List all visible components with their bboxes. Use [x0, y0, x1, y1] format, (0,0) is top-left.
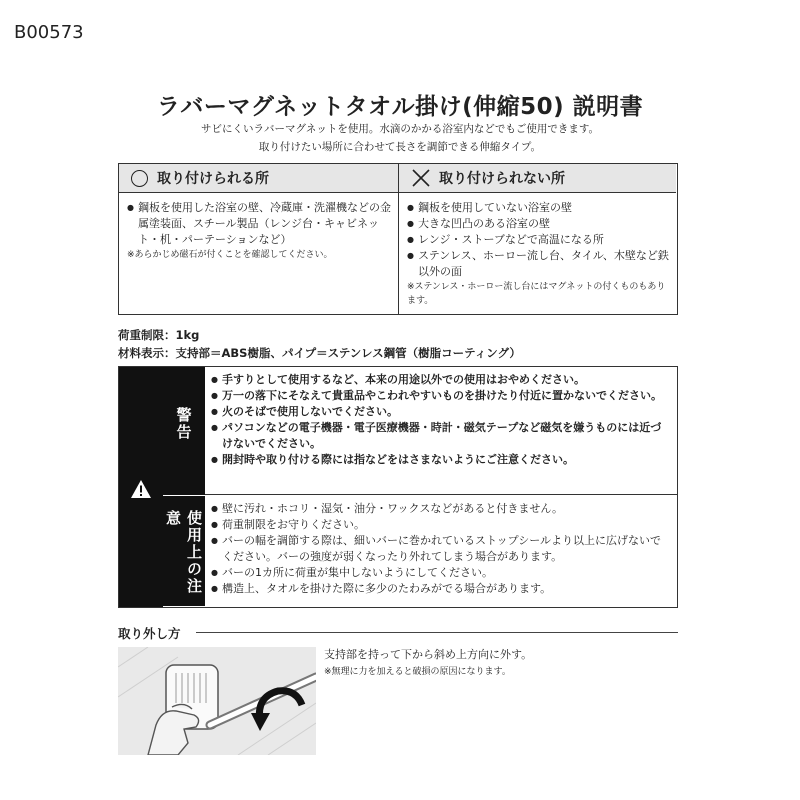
usage-note-item: ● バーの幅を調節する際は、細いバーに巻かれているストップシールより以上に広げないでください。バーの強度が弱くなったり外れてしまう場合があります。: [211, 533, 671, 565]
cannot-attach-item: ● 大きな凹凸のある浴室の壁: [407, 216, 670, 232]
warning-icon: [130, 479, 152, 499]
load-limit: 荷重制限：1kg: [118, 328, 200, 342]
usage-note-item: ● 壁に汚れ・ホコリ・湿気・油分・ワックスなどがあると付きません。: [211, 501, 671, 517]
can-attach-body: [119, 193, 398, 262]
subtitle-line-2: 取り付けたい場所に合わせて長さを調節できる伸縮タイプ。: [258, 141, 542, 153]
cross-icon: [411, 168, 431, 188]
caution-table: [118, 366, 678, 608]
can-attach-item: ● 鋼板を使用した浴室の壁、冷蔵庫・洗濯機などの金属塗装面、スチール製品（レンジ台・キャビネット・机・パーテーションなど）: [127, 200, 392, 248]
product-code: B00573: [14, 22, 84, 43]
removal-note: ※無理に力を加えると破損の原因になります。: [324, 667, 511, 677]
cannot-attach-note: ※ステンレス・ホーロー流し台にはマグネットの付くものもあります。: [407, 282, 666, 306]
removal-illustration: [118, 647, 316, 755]
warning-content: [205, 367, 677, 495]
warning-label: 警告: [163, 367, 205, 495]
subtitle-line-1: サビにくいラバーマグネットを使用。水滴のかかる浴室内などでもご使用できます。: [200, 123, 600, 135]
warning-item: ● 万一の落下にそなえて貴重品やこわれやすいものを掛けたり付近に置かないでください。: [211, 388, 671, 404]
can-attach-column: [119, 164, 399, 314]
usage-note-item: ● 荷重制限をお守りください。: [211, 517, 671, 533]
attach-comparison-table: [118, 163, 678, 315]
cannot-attach-column: [399, 164, 676, 314]
removal-divider: [196, 632, 678, 633]
can-attach-note: ※あらかじめ磁石が付くことを確認してください。: [127, 250, 333, 260]
cannot-attach-item: ● ステンレス、ホーロー流し台、タイル、木壁など鉄以外の面: [407, 248, 670, 280]
cannot-attach-body: [399, 193, 676, 308]
usage-notes-label: 使用上の注意: [163, 496, 205, 606]
warning-item: ● 手すりとして使用するなど、本来の用途以外での使用はおやめください。: [211, 372, 671, 388]
cannot-attach-heading: 取り付けられない所: [439, 171, 565, 187]
cannot-attach-header: [399, 164, 676, 193]
can-attach-heading: 取り付けられる所: [157, 171, 269, 187]
warning-item: ● 開封時や取り付ける際には指などをはさまないようにご注意ください。: [211, 452, 671, 468]
materials: 材料表示：支持部＝ABS樹脂、パイプ＝ステンレス鋼管（樹脂コーティング）: [118, 346, 521, 360]
cannot-attach-item: ● 鋼板を使用していない浴室の壁: [407, 200, 670, 216]
removal-instruction: 支持部を持って下から斜め上方向に外す。: [324, 648, 533, 661]
cannot-attach-item: ● レンジ・ストーブなどで高温になる所: [407, 232, 670, 248]
warning-item: ● 火のそばで使用しないでください。: [211, 404, 671, 420]
can-attach-header: [119, 164, 398, 193]
removal-heading: 取り外し方: [118, 626, 181, 641]
page-title: ラバーマグネットタオル掛け(伸縮50) 説明書: [156, 94, 644, 120]
warning-item: ● パソコンなどの電子機器・電子医療機器・時計・磁気テープなど磁気を嫌うものには近づけないでください。: [211, 420, 671, 452]
usage-note-item: ● 構造上、タオルを掛けた際に多少のたわみがでる場合があります。: [211, 581, 671, 597]
usage-notes-content: [205, 496, 677, 597]
circle-icon: [131, 170, 148, 187]
usage-note-item: ● バーの1カ所に荷重が集中しないようにしてください。: [211, 565, 671, 581]
caution-sidebar: [119, 367, 163, 607]
